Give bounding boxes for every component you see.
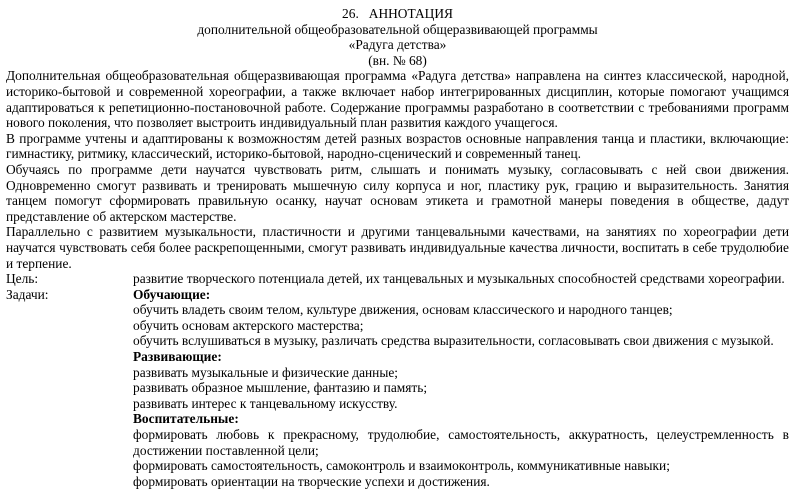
section-number: 26. [342, 6, 359, 21]
upbringing-item: формировать любовь к прекрасному, трудолюбие, самостоятельность, аккуратность, целеустремленность в достижении поставленной цели; [133, 427, 789, 458]
program-name: «Радуга детства» [348, 37, 447, 53]
tasks-label: Задачи: [6, 286, 49, 302]
tasks-content [133, 287, 789, 490]
tasks-row [6, 287, 789, 490]
paragraph-learning: Обучаясь по программе дети научатся чувствовать ритм, слышать и понимать музыку, согласовывать с ней свои движения. Одновременно смогут развивать и тренировать мышечную силу корпуса и ног, пластику рук, грацию и выразительность. Занятия танцем помогут сформировать правильную осанку, научат основам этикета и грамотной манеры поведения в обществе, дадут представление об актерском мастерстве. [6, 161, 789, 224]
educational-item: обучить вслушиваться в музыку, различать средства выразительности, согласовывать свои движения с музыкой. [133, 333, 774, 349]
annotation-title: АННОТАЦИЯ [368, 6, 453, 21]
goal-text: развитие творческого потенциала детей, их танцевальных и музыкальных способностей средствами хореографии. [133, 271, 785, 287]
upbringing-item: формировать ориентации на творческие успехи и достижения. [133, 473, 490, 489]
developing-item: развивать музыкальные и физические данные; [133, 364, 399, 380]
document-header [6, 6, 789, 68]
paragraph-directions: В программе учтены и адаптированы к возможностям детей разных возрастов основные направления танца и пластики, включающие: гимнастику, ритмику, классический, историко-бытовой, народно-сценический и современный танец. [6, 130, 789, 162]
upbringing-heading: Воспитательные: [133, 411, 239, 427]
paragraph-intro: Дополнительная общеобразовательная общеразвивающая программа «Радуга детства» направлена на синтез классической, народной, историко-бытовой и современной хореографии, а также включает набор интегрированных дисциплин, которые помогают учащимся адаптироваться к репетиционно-постановочной работе. Содержание программы разработано в соответствии с требованиями программ нового поколения, что позволяет выстроить индивидуальный план развития каждого учащегося. [6, 68, 789, 131]
header-subtitle: дополнительной общеобразовательной общеразвивающей программы [197, 21, 598, 37]
goal-row [6, 271, 789, 287]
developing-heading: Развивающие: [133, 349, 222, 365]
goal-label: Цель: [6, 271, 39, 287]
developing-item: развивать интерес к танцевальному искусству. [133, 395, 398, 411]
header-title-line [6, 6, 789, 22]
developing-item: развивать образное мышление, фантазию и память; [133, 380, 428, 396]
upbringing-item: формировать самостоятельность, самоконтроль и взаимоконтроль, коммуникативные навыки; [133, 458, 670, 474]
registration-number: (вн. № 68) [368, 52, 427, 68]
educational-item: обучить владеть своим телом, культуре движения, основам классического и народного танцев; [133, 302, 673, 318]
educational-heading: Обучающие: [133, 286, 211, 302]
educational-item: обучить основам актерского мастерства; [133, 317, 364, 333]
paragraph-parallel: Параллельно с развитием музыкальности, пластичности и другими танцевальными качествами, на занятиях по хореографии дети научатся чувствовать себя более раскрепощенными, смогут развивать индивидуальные качества личности, воспитать в себе трудолюбие и терпение. [6, 224, 789, 271]
